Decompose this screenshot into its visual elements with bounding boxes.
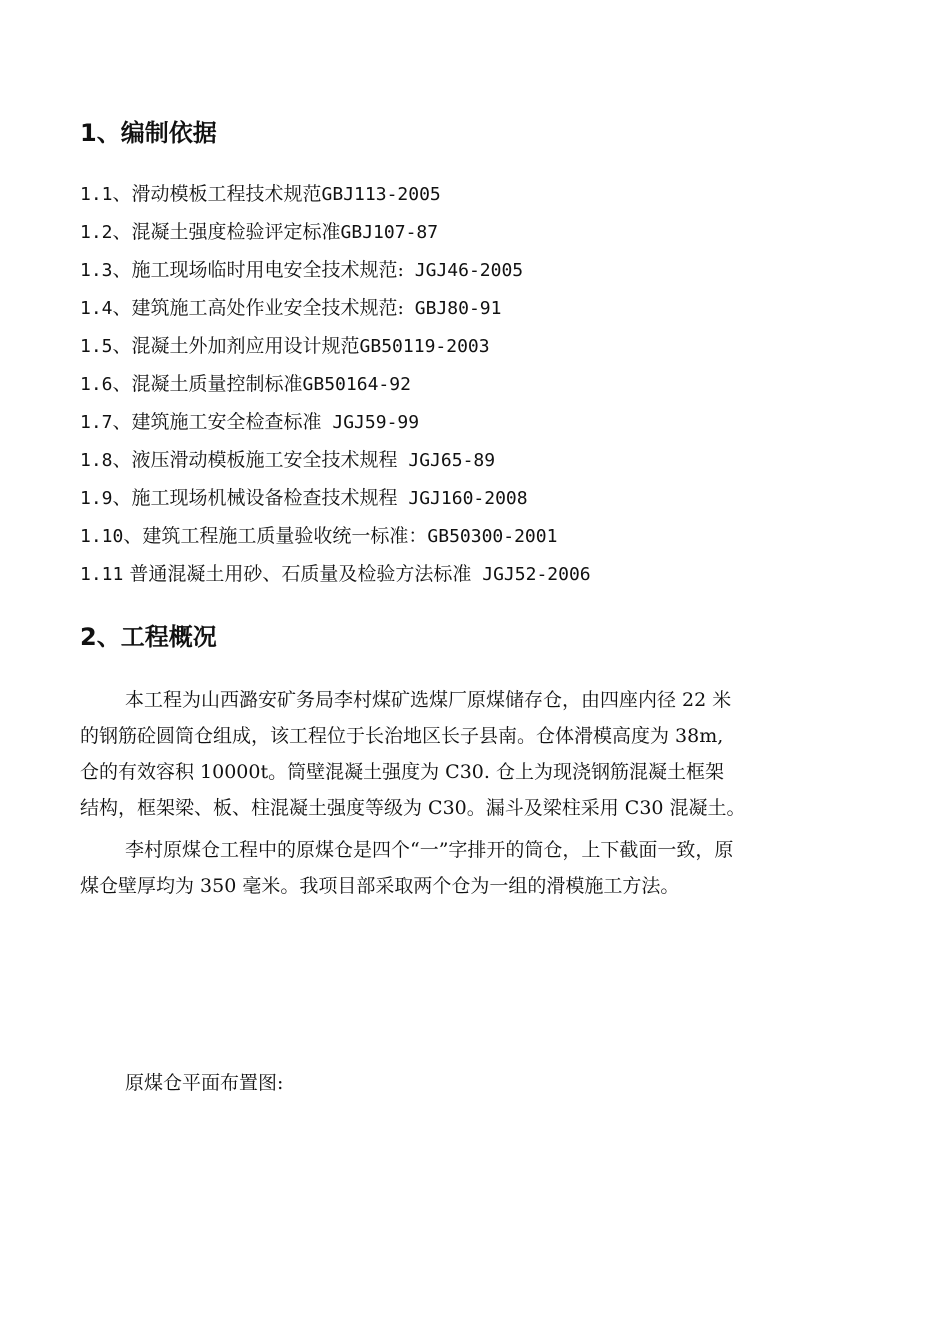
list-item bbox=[80, 482, 591, 520]
paragraph-line: 煤仓壁厚均为 350 毫米。我项目部采取两个仓为一组的滑模施工方法。 bbox=[80, 875, 680, 897]
item-title: 建筑施工安全检查标准 bbox=[131, 411, 322, 433]
item-title: 施工现场机械设备检查技术规程 bbox=[131, 487, 398, 509]
item-title: 施工现场临时用电安全技术规范: bbox=[131, 259, 404, 281]
item-title: 混凝土强度检验评定标准 bbox=[131, 221, 341, 243]
section-heading-overview: 2、工程概况 bbox=[80, 623, 217, 651]
paragraph-line: 李村原煤仓工程中的原煤仓是四个“一”字排开的筒仓，上下截面一致，原 bbox=[125, 839, 734, 861]
paragraph-line: 仓的有效容积 10000t。筒壁混凝土强度为 C30. 仓上为现浇钢筋混凝土框架 bbox=[80, 761, 724, 783]
paragraph-line: 本工程为山西潞安矿务局李村煤矿选煤厂原煤储存仓，由四座内径 22 米 bbox=[125, 689, 732, 711]
reference-list bbox=[80, 178, 591, 596]
item-code: JGJ65-89 bbox=[397, 450, 496, 471]
item-code: JGJ59-99 bbox=[321, 412, 420, 433]
item-number: 1.11 bbox=[80, 564, 124, 585]
list-item bbox=[80, 216, 591, 254]
list-item bbox=[80, 444, 591, 482]
list-item bbox=[80, 178, 591, 216]
list-item bbox=[80, 406, 591, 444]
item-number: 1.5 bbox=[80, 336, 113, 357]
item-title: 建筑施工高处作业安全技术规范: bbox=[131, 297, 404, 319]
list-item bbox=[80, 292, 591, 330]
item-number: 1.8 bbox=[80, 450, 113, 471]
item-code: JGJ46-2005 bbox=[403, 260, 524, 281]
item-code: GB50300-2001 bbox=[427, 526, 558, 547]
item-title: 滑动模板工程技术规范 bbox=[131, 183, 322, 205]
item-number: 1.4 bbox=[80, 298, 113, 319]
item-separator: 、 bbox=[112, 297, 132, 319]
figure-caption: 原煤仓平面布置图: bbox=[125, 1072, 284, 1094]
silo-description-paragraph bbox=[80, 832, 870, 904]
item-separator: 、 bbox=[112, 221, 132, 243]
paragraph-line: 结构，框架梁、板、柱混凝土强度等级为 C30。漏斗及梁柱采用 C30 混凝土。 bbox=[80, 797, 746, 819]
item-title: 混凝土质量控制标准 bbox=[131, 373, 303, 395]
item-number: 1.1 bbox=[80, 184, 113, 205]
item-separator: 、 bbox=[112, 183, 132, 205]
paragraph-line: 的钢筋砼圆筒仓组成，该工程位于长治地区长子县南。仓体滑模高度为 38m, bbox=[80, 725, 724, 747]
item-code: GBJ113-2005 bbox=[321, 184, 441, 205]
item-separator: 、 bbox=[112, 487, 132, 509]
item-separator: 、 bbox=[112, 449, 132, 471]
item-number: 1.10 bbox=[80, 526, 124, 547]
section-heading-basis: 1、编制依据 bbox=[80, 119, 217, 147]
item-title: 混凝土外加剂应用设计规范 bbox=[131, 335, 360, 357]
item-code: GB50119-2003 bbox=[359, 336, 490, 357]
item-code: GB50164-92 bbox=[302, 374, 411, 395]
item-separator: 、 bbox=[112, 373, 132, 395]
list-item bbox=[80, 254, 591, 292]
list-item bbox=[80, 558, 591, 596]
item-number: 1.3 bbox=[80, 260, 113, 281]
item-title: 液压滑动模板施工安全技术规程 bbox=[131, 449, 398, 471]
item-code: JGJ160-2008 bbox=[397, 488, 528, 509]
item-code: GBJ80-91 bbox=[403, 298, 502, 319]
item-title: 建筑工程施工质量验收统一标准： bbox=[142, 525, 428, 547]
item-number: 1.9 bbox=[80, 488, 113, 509]
item-number: 1.2 bbox=[80, 222, 113, 243]
item-code: GBJ107-87 bbox=[340, 222, 439, 243]
overview-paragraph bbox=[80, 682, 870, 826]
list-item bbox=[80, 368, 591, 406]
item-title: 普通混凝土用砂、石质量及检验方法标准 bbox=[129, 563, 472, 585]
item-number: 1.7 bbox=[80, 412, 113, 433]
list-item bbox=[80, 520, 591, 558]
item-separator: 、 bbox=[112, 259, 132, 281]
item-separator: 、 bbox=[112, 411, 132, 433]
item-separator: 、 bbox=[123, 525, 143, 547]
item-number: 1.6 bbox=[80, 374, 113, 395]
list-item bbox=[80, 330, 591, 368]
item-code: JGJ52-2006 bbox=[471, 564, 591, 585]
item-separator: 、 bbox=[112, 335, 132, 357]
